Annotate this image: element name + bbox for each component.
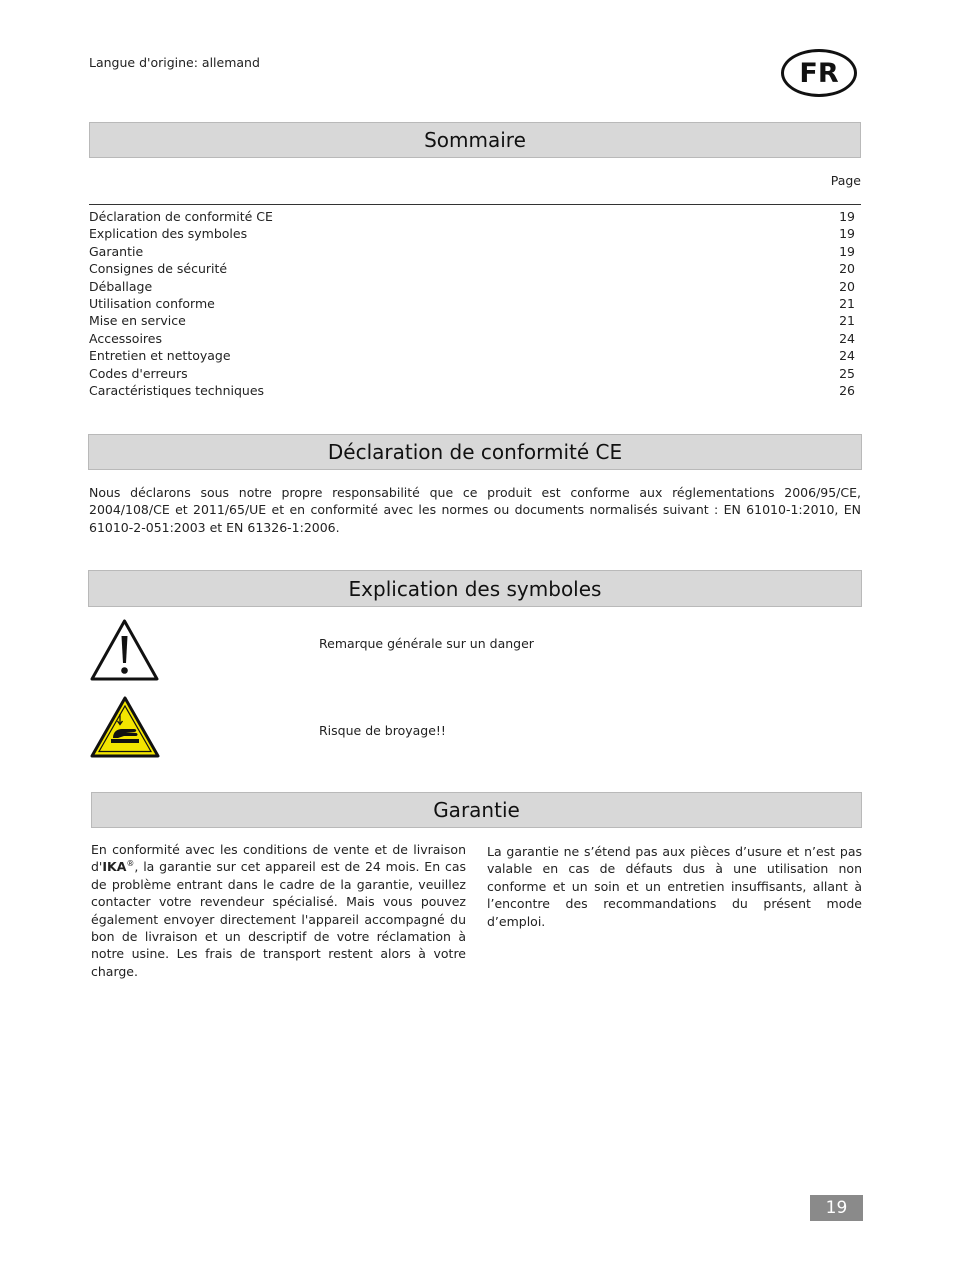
toc-label: Utilisation conforme bbox=[89, 296, 215, 312]
toc-page: 19 bbox=[839, 226, 855, 242]
toc-label: Accessoires bbox=[89, 330, 162, 346]
toc-label: Garantie bbox=[89, 243, 144, 259]
toc-label: Caractéristiques techniques bbox=[89, 383, 265, 399]
section-header-symbols bbox=[88, 570, 862, 607]
toc-label: Explication des symboles bbox=[89, 226, 248, 242]
symbol-description: Risque de broyage!! bbox=[319, 723, 446, 738]
section-title: Sommaire bbox=[424, 128, 526, 152]
language-note: Langue d'origine: allemand bbox=[89, 55, 260, 70]
toc-label: Consignes de sécurité bbox=[89, 261, 228, 277]
toc-page: 25 bbox=[839, 365, 855, 381]
general-danger-icon bbox=[89, 618, 160, 682]
section-header-declaration bbox=[88, 434, 862, 470]
garantie-text-part: , la garantie sur cet appareil est de 24 mois. En cas de problème entrant dans le cadre de la garantie, veuillez contacter votre revendeur spécialisé. Mais vous pouvez également envoyer directement l'appareil accompagné du bon de livraison et un descriptif de votre réclamation à notre usine. Les frais de transport restent alors à votre charge. bbox=[91, 859, 466, 979]
brand-name: IKA bbox=[102, 859, 127, 875]
toc-page: 19 bbox=[839, 209, 855, 224]
toc-label: Déballage bbox=[89, 278, 153, 294]
toc-page: 24 bbox=[839, 348, 855, 364]
toc-row bbox=[89, 243, 855, 260]
toc-page: 20 bbox=[839, 278, 855, 294]
toc-row bbox=[89, 382, 855, 399]
section-title: Déclaration de conformité CE bbox=[327, 440, 623, 464]
toc-row bbox=[89, 260, 855, 277]
section-title: Garantie bbox=[433, 798, 520, 822]
toc-label: Codes d'erreurs bbox=[89, 365, 188, 381]
section-title: Explication des symboles bbox=[348, 576, 602, 601]
toc-row bbox=[89, 347, 855, 364]
toc-page: 21 bbox=[839, 296, 855, 312]
section-header-garantie bbox=[91, 792, 862, 828]
toc-row bbox=[89, 208, 855, 225]
crushing-hazard-icon bbox=[90, 696, 160, 758]
garantie-text-part: En conformité avec les conditions de vente et de livraison d' bbox=[91, 842, 466, 875]
symbol-description: Remarque générale sur un danger bbox=[319, 636, 534, 651]
toc-row bbox=[89, 295, 855, 312]
declaration-text: Nous déclarons sous notre propre responsabilité que ce produit est conforme aux réglementations 2006/95/CE, 2004/108/CE et 2011/65/UE et en conformité avec les normes ou documents normalisés suivant : EN 61010-1:2010, EN 61010-2-051:2003 et EN 61326-1:2006. bbox=[89, 485, 861, 535]
garantie-text-right: La garantie ne s’étend pas aux pièces d’usure et n’est pas valable en cas de défauts dus à une utilisation non conforme et un soin et un entretien insuffisants, allant à l’encontre des recommandations du présent mode d’emploi. bbox=[487, 844, 862, 929]
toc-page: 19 bbox=[839, 243, 855, 259]
toc-row bbox=[89, 365, 855, 382]
toc-row bbox=[89, 312, 855, 329]
toc-page: 26 bbox=[839, 383, 855, 399]
section-header-sommaire bbox=[89, 122, 861, 158]
toc-label: Déclaration de conformité CE bbox=[89, 209, 273, 224]
toc-divider bbox=[89, 204, 861, 205]
toc-page-label: Page bbox=[830, 173, 861, 188]
garantie-text-left bbox=[91, 841, 466, 980]
table-of-contents bbox=[89, 208, 855, 399]
toc-page: 20 bbox=[839, 261, 855, 277]
toc-row bbox=[89, 278, 855, 295]
language-badge: FR bbox=[781, 49, 857, 97]
registered-mark: ® bbox=[126, 859, 135, 869]
toc-page: 24 bbox=[839, 330, 855, 346]
toc-label: Mise en service bbox=[89, 313, 186, 329]
toc-row bbox=[89, 225, 855, 242]
toc-row bbox=[89, 330, 855, 347]
toc-label: Entretien et nettoyage bbox=[89, 348, 231, 364]
toc-page: 21 bbox=[839, 313, 855, 329]
page-number-badge: 19 bbox=[810, 1195, 863, 1221]
